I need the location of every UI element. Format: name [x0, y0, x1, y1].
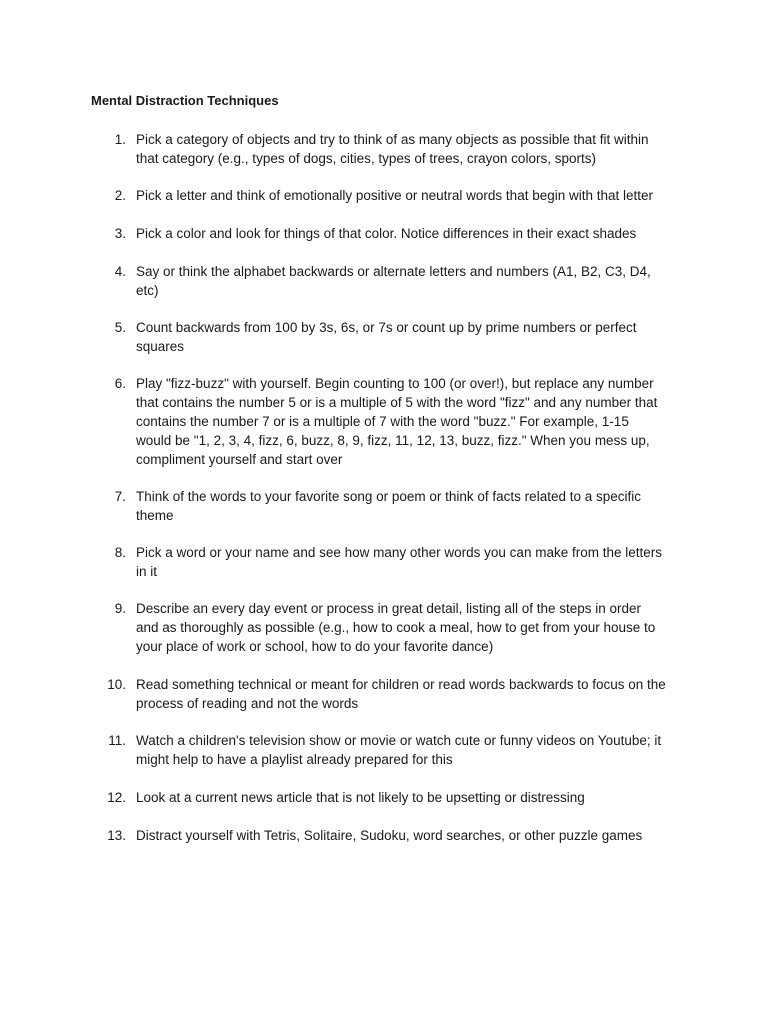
item-text: [136, 130, 684, 168]
item-text: [136, 675, 684, 713]
item-text-line: Say or think the alphabet backwards or alternate letters and numbers (A1, B2, C3, D4,: [136, 264, 651, 279]
item-text: [136, 224, 684, 243]
item-text-line: Look at a current news article that is not likely to be upsetting or distressing: [136, 790, 585, 805]
item-text: [136, 374, 684, 469]
item-text: [136, 487, 684, 525]
item-number: 9.: [114, 601, 126, 616]
item-number: 12.: [107, 790, 126, 805]
item-text-line: that contains the number 5 or is a multiple of 5 with the word "fizz" and any number that: [136, 395, 658, 410]
item-number: 7.: [114, 489, 126, 504]
item-text-line: etc): [136, 283, 159, 298]
item-text-line: Watch a children's television show or movie or watch cute or funny videos on Youtube; it: [136, 733, 662, 748]
item-text-line: Pick a category of objects and try to think of as many objects as possible that fit within: [136, 132, 649, 147]
item-text-line: contains the number 7 or is a multiple of 7 with the word "buzz." For example, 1-15: [136, 414, 629, 429]
item-text-line: compliment yourself and start over: [136, 452, 343, 467]
item-text-line: Play "fizz-buzz" with yourself. Begin counting to 100 (or over!), but replace any number: [136, 376, 654, 391]
item-text-line: Distract yourself with Tetris, Solitaire, Sudoku, word searches, or other puzzle games: [136, 828, 643, 843]
item-text-line: might help to have a playlist already prepared for this: [136, 752, 453, 767]
item-text-line: would be "1, 2, 3, 4, fizz, 6, buzz, 8, 9, fizz, 11, 12, 13, buzz, fizz." When you mess up,: [136, 433, 650, 448]
item-text-line: Pick a word or your name and see how many other words you can make from the letters: [136, 545, 662, 560]
item-text: [136, 543, 684, 581]
item-text-line: in it: [136, 564, 158, 579]
item-text: [136, 599, 684, 656]
item-text: [136, 186, 684, 205]
item-number: 13.: [107, 828, 126, 843]
item-text: [136, 318, 684, 356]
item-text-line: that category (e.g., types of dogs, cities, types of trees, crayon colors, sports): [136, 151, 596, 166]
item-text-line: Describe an every day event or process in great detail, listing all of the steps in order: [136, 601, 642, 616]
item-text-line: Read something technical or meant for children or read words backwards to focus on the: [136, 677, 666, 692]
document-title: Mental Distraction Techniques: [91, 93, 279, 108]
item-number: 5.: [114, 320, 126, 335]
item-number: 11.: [108, 733, 126, 748]
item-text-line: Pick a color and look for things of that color. Notice differences in their exact shades: [136, 226, 637, 241]
item-number: 4.: [114, 264, 126, 279]
item-text: [136, 826, 684, 845]
item-number: 6.: [114, 376, 126, 391]
item-text: [136, 262, 684, 300]
item-text-line: and as thoroughly as possible (e.g., how to cook a meal, how to get from your house to: [136, 620, 656, 635]
item-number: 8.: [114, 545, 126, 560]
item-text: [136, 788, 684, 807]
item-text-line: your place of work or school, how to do your favorite dance): [136, 639, 494, 654]
item-number: 2.: [114, 188, 126, 203]
item-text-line: Pick a letter and think of emotionally positive or neutral words that begin with that letter: [136, 188, 654, 203]
item-text-line: Count backwards from 100 by 3s, 6s, or 7s or count up by prime numbers or perfect: [136, 320, 637, 335]
item-text-line: process of reading and not the words: [136, 696, 359, 711]
item-text: [136, 731, 684, 769]
item-number: 10.: [107, 677, 126, 692]
item-number: 1.: [114, 132, 126, 147]
item-text-line: squares: [136, 339, 185, 354]
item-number: 3.: [114, 226, 126, 241]
item-text-line: Think of the words to your favorite song or poem or think of facts related to a specific: [136, 489, 641, 504]
item-text-line: theme: [136, 508, 174, 523]
